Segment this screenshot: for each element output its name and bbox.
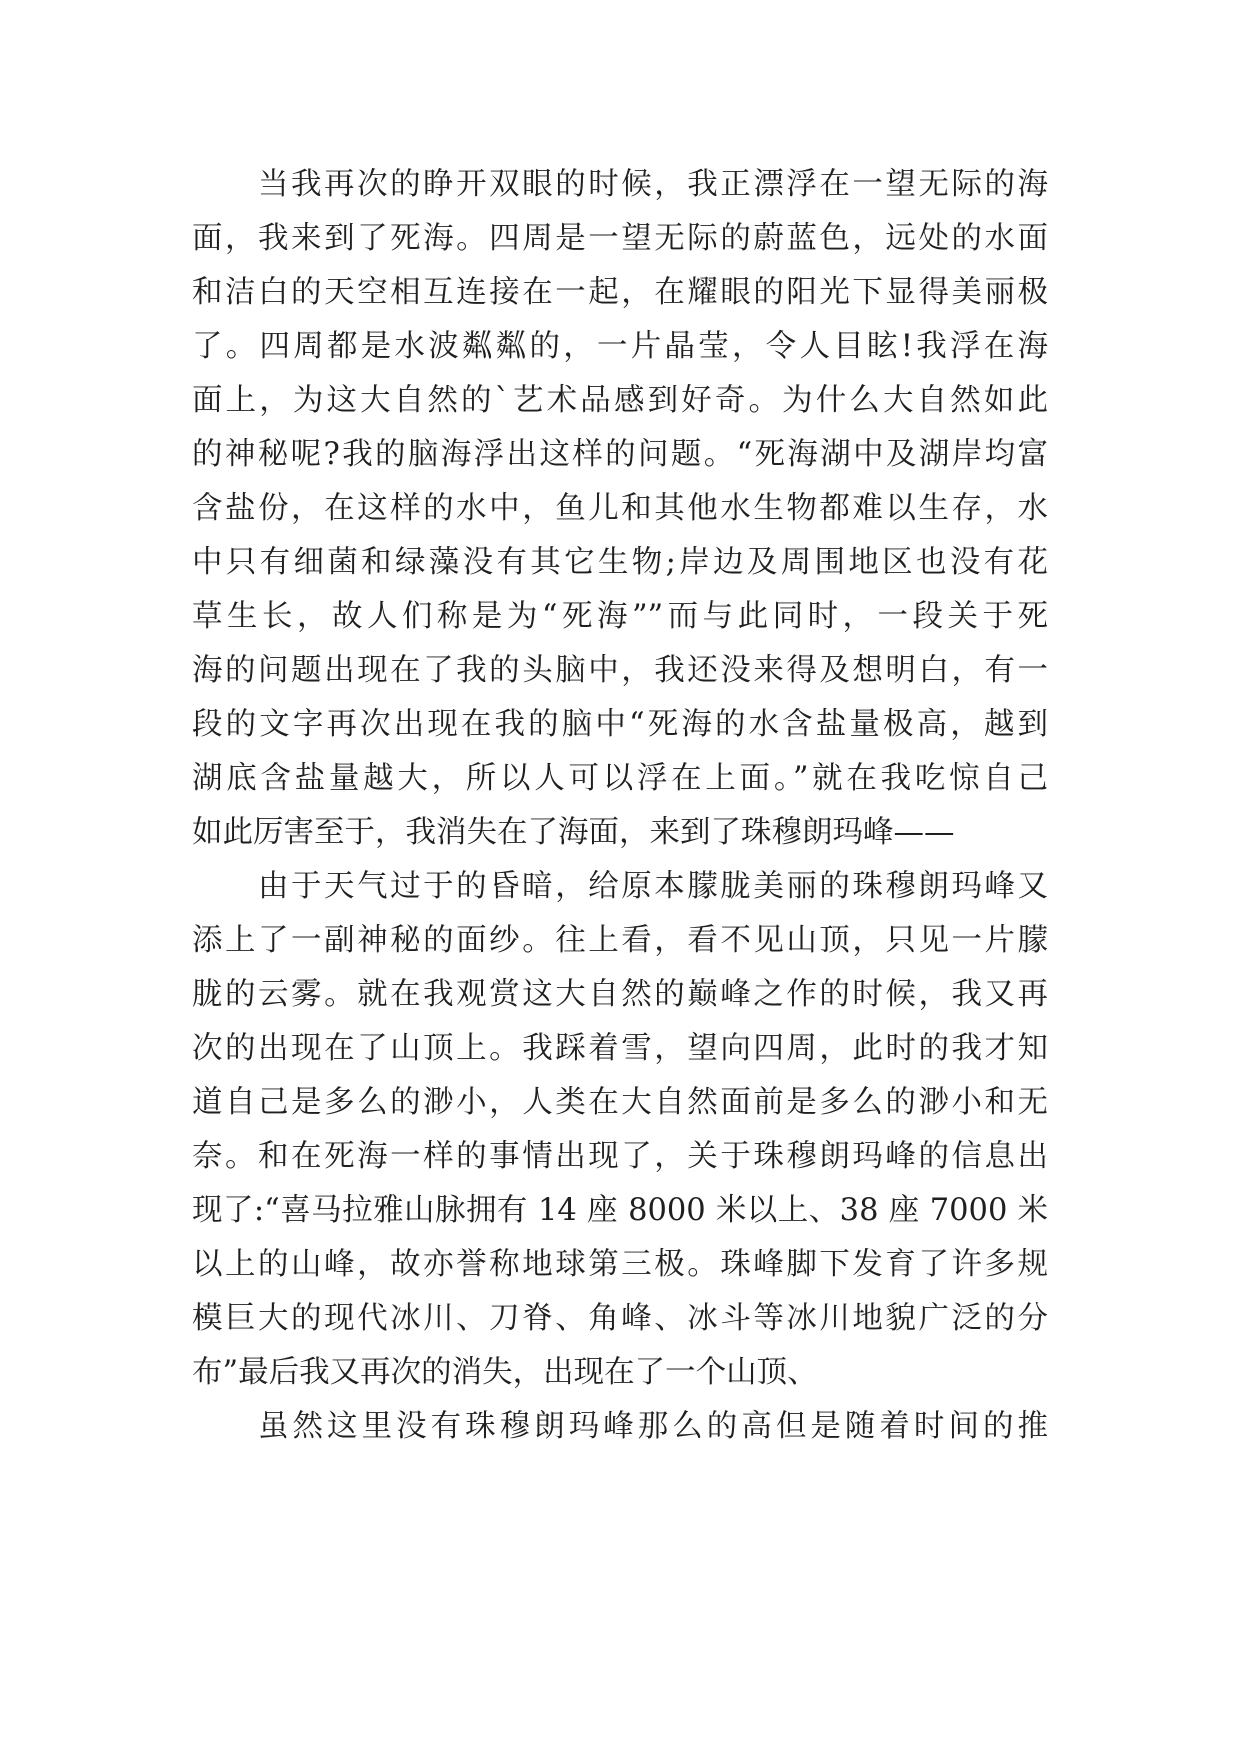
text-line: 布”最后我又再次的消失，出现在了一个山顶、: [192, 1355, 818, 1390]
text-line: 湖底含盐量越大，所以人可以浮在上面。”就在我吃惊自己: [192, 761, 1048, 796]
text-line: 含盐份，在这样的水中，鱼儿和其他水生物都难以生存，水: [192, 491, 1048, 526]
text-line: 现了:“喜马拉雅山脉拥有 14 座 8000 米以上、38 座 7000 米: [192, 1193, 1048, 1228]
text-line: 胧的云雾。就在我观赏这大自然的巅峰之作的时候，我又再: [192, 977, 1048, 1012]
text-line: 次的出现在了山顶上。我踩着雪，望向四周，此时的我才知: [192, 1031, 1048, 1066]
paragraph-1: [192, 158, 1048, 860]
text-line: 添上了一副神秘的面纱。往上看，看不见山顶，只见一片朦: [192, 923, 1048, 958]
text-line: 奈。和在死海一样的事情出现了，关于珠穆朗玛峰的信息出: [192, 1139, 1048, 1174]
text-line: 段的文字再次出现在我的脑中“死海的水含盐量极高，越到: [192, 707, 1048, 742]
text-line: 模巨大的现代冰川、刀脊、角峰、冰斗等冰川地貌广泛的分: [192, 1301, 1048, 1336]
text-line: 面上，为这大自然的`艺术品感到好奇。为什么大自然如此: [192, 383, 1048, 418]
text-line: 如此厉害至于，我消失在了海面，来到了珠穆朗玛峰——: [192, 815, 955, 850]
text-line: 海的问题出现在了我的头脑中，我还没来得及想明白，有一: [192, 653, 1048, 688]
text-line: 了。四周都是水波粼粼的，一片晶莹，令人目眩!我浮在海: [192, 329, 1048, 364]
text-line: 由于天气过于的昏暗，给原本朦胧美丽的珠穆朗玛峰又: [258, 869, 1048, 904]
text-line: 当我再次的睁开双眼的时候，我正漂浮在一望无际的海: [258, 167, 1048, 202]
text-line: 面，我来到了死海。四周是一望无际的蔚蓝色，远处的水面: [192, 221, 1048, 256]
text-line: 的神秘呢?我的脑海浮出这样的问题。“死海湖中及湖岸均富: [192, 437, 1048, 472]
paragraph-2: [192, 860, 1048, 1400]
text-line: 道自己是多么的渺小，人类在大自然面前是多么的渺小和无: [192, 1085, 1048, 1120]
paragraph-3: [192, 1400, 1048, 1454]
text-line: 虽然这里没有珠穆朗玛峰那么的高但是随着时间的推: [258, 1409, 1048, 1444]
text-line: 中只有细菌和绿藻没有其它生物;岸边及周围地区也没有花: [192, 545, 1048, 580]
text-line: 草生长，故人们称是为“死海””而与此同时，一段关于死: [192, 599, 1048, 634]
document-body: [192, 158, 1048, 1454]
text-line: 和洁白的天空相互连接在一起，在耀眼的阳光下显得美丽极: [192, 275, 1048, 310]
text-line: 以上的山峰，故亦誉称地球第三极。珠峰脚下发育了许多规: [192, 1247, 1048, 1282]
